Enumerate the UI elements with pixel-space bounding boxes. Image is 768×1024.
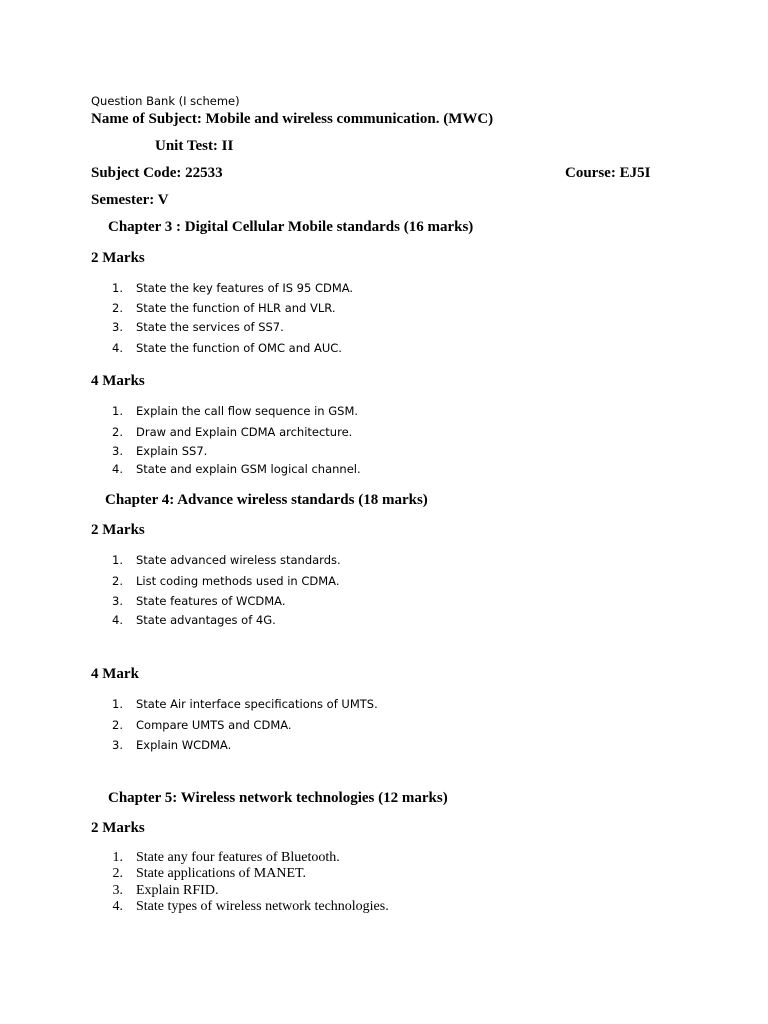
list-item-number: 3.: [112, 594, 123, 608]
chapter-4-title: Chapter 4: Advance wireless standards (18 marks): [105, 492, 428, 508]
list-item-number: 2.: [112, 574, 123, 588]
subject-name: Name of Subject: Mobile and wireless communication. (MWC): [91, 111, 494, 127]
list-item-number: 3.: [112, 883, 123, 898]
unit-test: Unit Test: II: [155, 138, 234, 154]
chapter-3-title: Chapter 3 : Digital Cellular Mobile standards (16 marks): [108, 219, 474, 235]
chapter-4-four-mark-heading: 4 Mark: [91, 666, 139, 682]
list-item-number: 3.: [112, 444, 123, 458]
list-item-number: 4.: [112, 613, 123, 627]
semester: Semester: V: [91, 192, 169, 208]
list-item-text: Draw and Explain CDMA architecture.: [136, 425, 353, 439]
list-item-number: 1.: [112, 850, 123, 865]
list-item-text: State types of wireless network technologies.: [136, 899, 389, 914]
list-item-text: State any four features of Bluetooth.: [136, 850, 340, 865]
list-item-text: Explain WCDMA.: [136, 738, 232, 752]
list-item-number: 1.: [112, 553, 123, 567]
list-item-text: State Air interface specifications of UMTS.: [136, 697, 378, 711]
chapter-4-two-marks-heading: 2 Marks: [91, 522, 145, 538]
chapter-5-two-marks-heading: 2 Marks: [91, 820, 145, 836]
list-item-text: State and explain GSM logical channel.: [136, 462, 361, 476]
list-item-number: 4.: [112, 899, 123, 914]
list-item-text: Explain SS7.: [136, 444, 208, 458]
list-item-number: 2.: [112, 425, 123, 439]
list-item-number: 2.: [112, 301, 123, 315]
list-item-text: State features of WCDMA.: [136, 594, 286, 608]
list-item-text: Explain the call flow sequence in GSM.: [136, 404, 359, 418]
list-item-number: 4.: [112, 341, 123, 355]
question-bank-label: Question Bank (I scheme): [91, 94, 240, 108]
list-item-number: 1.: [112, 697, 123, 711]
list-item-text: State advanced wireless standards.: [136, 553, 341, 567]
list-item-text: State the function of OMC and AUC.: [136, 341, 342, 355]
list-item-number: 4.: [112, 462, 123, 476]
chapter-3-four-marks-heading: 4 Marks: [91, 373, 145, 389]
list-item-text: State the function of HLR and VLR.: [136, 301, 336, 315]
chapter-3-two-marks-heading: 2 Marks: [91, 250, 145, 266]
list-item-text: List coding methods used in CDMA.: [136, 574, 340, 588]
list-item-number: 1.: [112, 281, 123, 295]
list-item-text: Explain RFID.: [136, 883, 219, 898]
list-item-text: State the services of SS7.: [136, 320, 284, 334]
list-item-text: State applications of MANET.: [136, 866, 307, 881]
list-item-number: 2.: [112, 866, 123, 881]
list-item-number: 3.: [112, 320, 123, 334]
chapter-5-title: Chapter 5: Wireless network technologies (12 marks): [108, 790, 448, 806]
list-item-number: 1.: [112, 404, 123, 418]
list-item-number: 3.: [112, 738, 123, 752]
list-item-number: 2.: [112, 718, 123, 732]
course-code: Course: EJ5I: [565, 165, 651, 181]
list-item-text: Compare UMTS and CDMA.: [136, 718, 292, 732]
list-item-text: State the key features of IS 95 CDMA.: [136, 281, 354, 295]
subject-code: Subject Code: 22533: [91, 165, 223, 181]
list-item-text: State advantages of 4G.: [136, 613, 276, 627]
